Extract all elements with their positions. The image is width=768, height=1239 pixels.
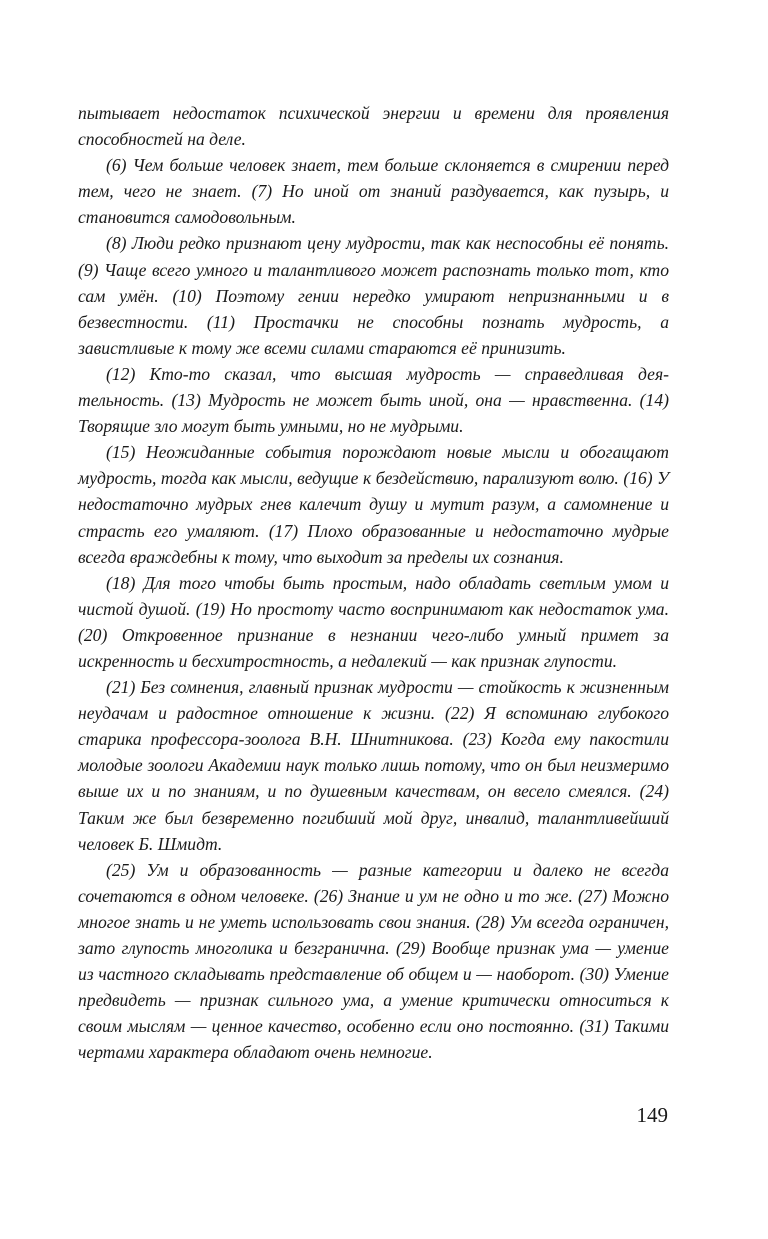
page-number: 149 bbox=[636, 1103, 668, 1127]
page-text bbox=[78, 100, 669, 1065]
paragraph-21-24: (21) Без сомнения, главный признак мудрости — стойкость к жизненным неудачам и радостное отношение к жизни. (22) Я вспоминаю глубокого старика профессора-зоолога В.Н. Шнитникова. (23) Когда ему пакостили молодые зоологи Академии наук только лишь потому, что он был неизмеримо выше их и по знаниям, и по душевным качествам, он весело смеялся. (24) Таким же был безвременно погибший мой друг, инвалид, талантливейший человек Б. Шмидт. bbox=[78, 677, 669, 854]
paragraph-12-14: (12) Кто-то сказал, что высшая мудрость — справедливая деятельность. (13) Мудрость не может быть иной, она — нравственна. (14) Творящие зло могут быть умными, но не мудрыми. bbox=[78, 363, 669, 437]
paragraph-15-17: (15) Неожиданные события порождают новые мысли и обогащают мудрость, тогда как мысли, ведущие к бездействию, парализуют волю. (16) У недостаточно мудрых гнев калечит душу и мутит разум, а самомнение и страсть его умаляют. (17) Плохо образованные и недостаточно мудрые всегда враждебны к тому, что выходит за пределы их сознания. bbox=[78, 442, 669, 567]
paragraph-6-7: (6) Чем больше человек знает, тем больше склоняется в смирении перед тем, чего не знает. (7) Но иной от знаний раздувается, как пузырь, и становится самодовольным. bbox=[78, 155, 669, 228]
paragraph-25-31: (25) Ум и образованность — разные категории и далеко не всегда сочетаются в одном человеке. (26) Знание и ум не одно и то же. (27) Можно многое знать и не уметь использовать свои знания. (28) Ум всегда ограничен, зато глупость многолика и безгранична. (29) Вообще признак ума — умение из частного складывать представление об общем и — наоборот. (30) Умение предвидеть — признак сильного ума, а умение критически относиться к своим мыслям — ценное качество, особенно если оно постоянно. (31) Такими чертами характера обладают очень немногие. bbox=[78, 859, 669, 1063]
paragraph-18-20: (18) Для того чтобы быть простым, надо обладать светлым умом и чистой душой. (19) Но простоту часто воспринимают как недостаток ума. (20) Откровенное признание в незнании чего-либо умный примет за искренность и бесхитростность, а недалекий — как признак глупости. bbox=[78, 572, 669, 671]
paragraph-continuation: пытывает недостаток психической энергии и времени для проявления способностей на деле. bbox=[78, 103, 669, 150]
paragraph-8-11: (8) Люди редко признают цену мудрости, так как неспособны её понять. (9) Чаще всего умного и талантливого может распознать только тот, кто сам умён. (10) Поэтому гении нередко умирают непризнанными и в безвестности. (11) Простачки не способны познать мудрость, а завистливые к тому же всеми силами стараются её принизить. bbox=[78, 233, 669, 358]
